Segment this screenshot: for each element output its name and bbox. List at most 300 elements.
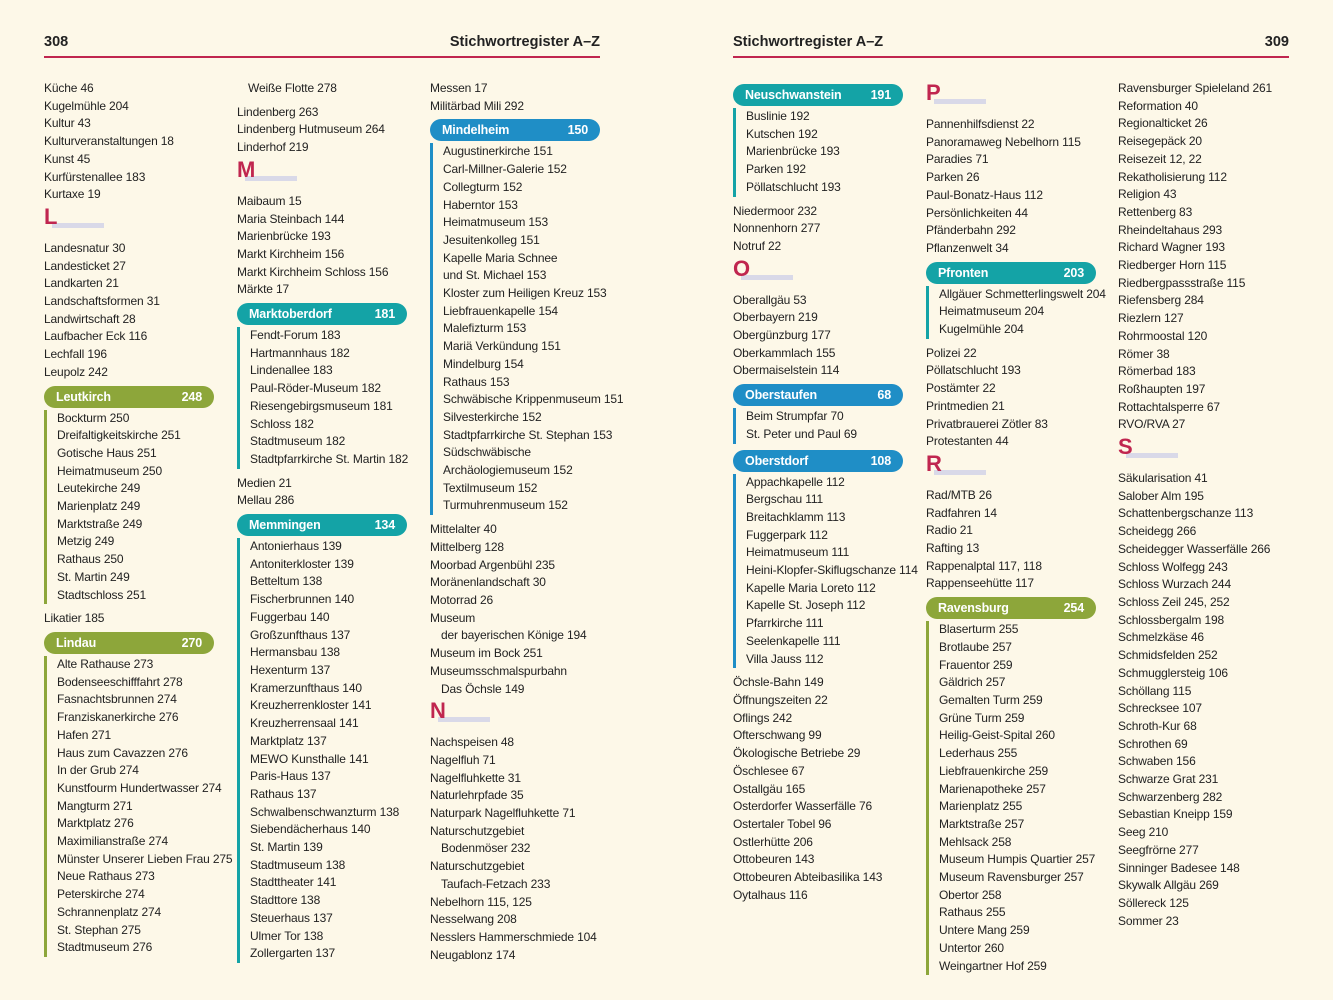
index-subentry: Stadtmuseum 138 <box>250 857 346 872</box>
index-entry: Rafting 13 <box>926 541 980 556</box>
index-subentry: Heilig-Geist-Spital 260 <box>939 728 1055 743</box>
index-subentry: Kreuzherrensaal 141 <box>250 716 359 731</box>
index-entry: Scheidegger Wasserfälle 266 <box>1118 541 1271 556</box>
index-subentry: Neue Rathaus 273 <box>57 869 155 884</box>
index-entry: Kurtaxe 19 <box>44 187 101 202</box>
place-box-items <box>430 143 624 515</box>
index-entry: Nesselwang 208 <box>430 912 517 927</box>
index-entry: Pöllatschlucht 193 <box>926 363 1021 378</box>
index-entry: Scheidegg 266 <box>1118 524 1197 539</box>
index-subentry: Lindenallee 183 <box>250 363 333 378</box>
index-entry: Riefensberg 284 <box>1118 293 1204 308</box>
index-entry: Laufbacher Eck 116 <box>44 329 148 344</box>
place-page-number: 270 <box>181 635 202 650</box>
index-subentry: Heimatmuseum 153 <box>443 215 548 230</box>
index-entry: Nesslers Hammerschmiede 104 <box>430 929 597 944</box>
index-entry: Pflanzenwelt 34 <box>926 240 1009 255</box>
place-page-number: 108 <box>870 453 891 468</box>
index-entry: Sommer 23 <box>1118 913 1179 928</box>
index-entry: Richard Wagner 193 <box>1118 240 1225 255</box>
index-entry: Kultur 43 <box>44 116 91 131</box>
index-subentry: Antonierhaus 139 <box>250 539 342 554</box>
index-subentry: Mangturm 271 <box>57 798 133 813</box>
index-entry: Oflings 242 <box>733 710 793 725</box>
index-entry: Mellau 286 <box>237 493 295 508</box>
letter-heading-o <box>733 255 903 292</box>
letter-heading-l <box>44 203 214 240</box>
index-subentry: Appachkapelle 112 <box>746 474 845 489</box>
index-subentry: Obertor 258 <box>939 887 1002 902</box>
index-subentry: Fendt-Forum 183 <box>250 328 341 343</box>
index-entry: Öffnungszeiten 22 <box>733 692 828 707</box>
index-entry: Salober Alm 195 <box>1118 488 1204 503</box>
index-entry: Landschaftsformen 31 <box>44 294 160 309</box>
index-entry: Ottobeuren 143 <box>733 852 815 867</box>
letter-heading-text: P <box>926 80 941 105</box>
index-subentry: Hexenturm 137 <box>250 662 331 677</box>
index-subentry: Zollergarten 137 <box>250 946 335 961</box>
index-entry: Ofterschwang 99 <box>733 728 822 743</box>
left-page-title: Stichwortregister A–Z <box>449 34 600 50</box>
index-subentry: und St. Michael 153 <box>443 268 547 283</box>
index-subentry: Marktstraße 249 <box>57 516 143 531</box>
index-entry: Rad/MTB 26 <box>926 487 992 502</box>
index-entry: Märkte 17 <box>237 282 290 297</box>
index-entry: Ottobeuren Abteibasilika 143 <box>733 870 883 885</box>
index-entry: Ostallgäu 165 <box>733 781 806 796</box>
index-entry: Oberkammlach 155 <box>733 345 836 360</box>
index-entry: Radfahren 14 <box>926 505 997 520</box>
index-entry: Paul-Bonatz-Haus 112 <box>926 187 1043 202</box>
place-name: Leutkirch <box>56 389 111 404</box>
index-subentry: Stadttore 138 <box>250 893 321 908</box>
place-box-items <box>733 408 903 443</box>
index-entry: Naturschutzgebiet <box>430 859 525 874</box>
index-subentry: Archäologiemuseum 152 <box>443 463 573 478</box>
place-name: Memmingen <box>249 518 321 533</box>
index-subentry: Südschwäbische <box>443 445 531 460</box>
index-subentry: Kloster zum Heiligen Kreuz 153 <box>443 286 607 301</box>
place-box-header <box>733 384 903 406</box>
index-subentry: In der Grub 274 <box>57 763 139 778</box>
index-entry: Parken 26 <box>926 170 980 185</box>
place-name: Oberstaufen <box>745 388 817 403</box>
index-subentry: Maximilianstraße 274 <box>57 834 169 849</box>
index-entry: Linderhof 219 <box>237 140 309 155</box>
index-subentry: Turmuhrenmuseum 152 <box>443 498 568 513</box>
index-subentry: Weingartner Hof 259 <box>939 958 1047 973</box>
place-box-header <box>237 514 407 536</box>
letter-heading-n <box>430 698 600 734</box>
right-page-header <box>733 34 1289 58</box>
index-subentry: Brotlaube 257 <box>939 639 1012 654</box>
index-subentry: Marienplatz 249 <box>57 499 141 514</box>
index-entry: Landesticket 27 <box>44 258 126 273</box>
index-subentry: Dreifaltigkeitskirche 251 <box>57 428 181 443</box>
index-entry: Weiße Flotte 278 <box>248 81 337 95</box>
index-subentry: Stadtschloss 251 <box>57 587 146 602</box>
index-subentry: Paul-Röder-Museum 182 <box>250 381 381 396</box>
index-entry: Reisezeit 12, 22 <box>1118 151 1202 166</box>
index-entry: Postämter 22 <box>926 381 996 396</box>
place-name: Pfronten <box>938 265 989 280</box>
index-entry: Rappenalptal 117, 118 <box>926 558 1042 573</box>
place-box-items <box>733 108 903 197</box>
index-subentry: Villa Jauss 112 <box>746 651 824 666</box>
index-entry: Ostertaler Tobel 96 <box>733 816 832 831</box>
index-subentry: Fasnachtsbrunnen 274 <box>57 692 177 707</box>
index-entry: Kunst 45 <box>44 151 91 166</box>
index-entry: Likatier 185 <box>44 611 105 626</box>
index-entry: Küche 46 <box>44 81 94 95</box>
index-subentry: Augustinerkirche 151 <box>443 144 553 159</box>
index-entry: Naturpark Nagelfluhkette 71 <box>430 806 576 821</box>
index-subentry: Kutschen 192 <box>746 126 818 141</box>
index-subentry: Siebendächerhaus 140 <box>250 822 371 837</box>
index-subentry: Malefizturm 153 <box>443 321 527 336</box>
index-entry: Naturlehrpfade 35 <box>430 788 524 803</box>
index-entry: Rottachtalsperre 67 <box>1118 399 1220 414</box>
index-subentry: Kapelle Maria Loreto 112 <box>746 580 876 595</box>
index-entry: Religion 43 <box>1118 187 1177 202</box>
place-box-oberstaufen <box>733 384 903 443</box>
index-entry: Schwarzenberg 282 <box>1118 789 1223 804</box>
index-subentry: St. Peter und Paul 69 <box>746 426 857 441</box>
index-subentry: Bockturm 250 <box>57 410 130 425</box>
index-subentry: Lederhaus 255 <box>939 746 1018 761</box>
index-entry: Moränenlandschaft 30 <box>430 575 546 590</box>
index-subentry: Heimatmuseum 111 <box>746 545 850 560</box>
index-entry: Rekatholisierung 112 <box>1118 169 1227 184</box>
index-subentry: Großzunfthaus 137 <box>250 627 351 642</box>
index-entry: Schloss Wurzach 244 <box>1118 577 1231 592</box>
place-box-header <box>926 597 1096 619</box>
index-entry: Obergünzburg 177 <box>733 328 831 343</box>
index-subentry: Schrannenplatz 274 <box>57 904 162 919</box>
index-entry: Öchsle-Bahn 149 <box>733 675 824 690</box>
index-entry: Markt Kirchheim 156 <box>237 246 345 261</box>
place-box-header <box>430 119 600 141</box>
index-entry: Sebastian Kneipp 159 <box>1118 807 1233 822</box>
right-page-number: 309 <box>1264 34 1289 50</box>
letter-heading-text: R <box>926 450 942 476</box>
index-entry: Persönlichkeiten 44 <box>926 205 1028 220</box>
index-entry: Mittelalter 40 <box>430 522 497 537</box>
index-subentry: Gotische Haus 251 <box>57 445 157 460</box>
place-box-oberstdorf <box>733 450 918 669</box>
index-subentry: Stadtmuseum 276 <box>57 940 153 955</box>
index-subentry: Allgäuer Schmetterlingswelt 204 <box>939 286 1106 301</box>
left-page-header <box>44 34 600 58</box>
index-entry: Museum <box>430 610 476 625</box>
index-entry: Leupolz 242 <box>44 364 108 379</box>
index-subentry: Seelenkapelle 111 <box>746 633 841 648</box>
index-entry: Riezlern 127 <box>1118 311 1184 326</box>
left-page-number: 308 <box>44 34 69 50</box>
index-subentry: Liebfrauenkirche 259 <box>939 763 1049 778</box>
index-subentry: Stadtpfarrkirche St. Stephan 153 <box>443 427 613 442</box>
index-entry: Roßhaupten 197 <box>1118 381 1206 396</box>
index-subentry: Antoniterkloster 139 <box>250 556 354 571</box>
letter-heading-text: N <box>430 698 446 724</box>
index-subentry: Liebfrauenkapelle 154 <box>443 303 558 318</box>
index-entry: Söllereck 125 <box>1118 895 1189 910</box>
place-page-number: 150 <box>567 123 588 138</box>
index-entry: Oberbayern 219 <box>733 310 818 325</box>
index-entry: Das Öchsle 149 <box>441 681 525 696</box>
index-subentry: Schwäbische Krippenmuseum 151 <box>443 392 624 407</box>
index-entry: Museumsschmalspurbahn <box>430 663 567 678</box>
place-page-number: 191 <box>870 88 891 102</box>
index-entry: Schmidsfelden 252 <box>1118 648 1218 663</box>
index-subentry: Kramerzunfthaus 140 <box>250 680 362 695</box>
index-entry: Öschlesee 67 <box>733 763 805 778</box>
place-box-mindelheim <box>430 119 624 515</box>
index-subentry: MEWO Kunsthalle 141 <box>250 751 369 766</box>
index-subentry: Parken 192 <box>746 162 806 177</box>
index-subentry: Fischerbrunnen 140 <box>250 592 355 607</box>
index-entry: Schöllang 115 <box>1118 683 1192 698</box>
index-entry: Medien 21 <box>237 475 292 490</box>
index-subentry: Alte Rathause 273 <box>57 656 154 671</box>
index-subentry: Mehlsack 258 <box>939 834 1012 849</box>
index-entry: Moorbad Argenbühl 235 <box>430 557 555 572</box>
index-entry: Regionalticket 26 <box>1118 116 1208 131</box>
place-page-number: 181 <box>374 307 395 322</box>
index-entry: Schmelzkäse 46 <box>1118 630 1204 645</box>
index-entry: Nebelhorn 115, 125 <box>430 894 532 909</box>
index-subentry: Fuggerbau 140 <box>250 609 330 624</box>
place-box-lindau <box>44 632 233 957</box>
index-subentry: Heimatmuseum 204 <box>939 304 1044 319</box>
index-subentry: Textilmuseum 152 <box>443 480 538 495</box>
index-entry: Schloss Wolfegg 243 <box>1118 559 1228 574</box>
index-subentry: Schwalbenschwanzturm 138 <box>250 804 400 819</box>
index-entry: Nagelfluh 71 <box>430 752 496 767</box>
index-subentry: Pöllatschlucht 193 <box>746 179 841 194</box>
letter-underline-bar <box>52 223 104 228</box>
index-entry: Kulturveranstaltungen 18 <box>44 134 174 149</box>
index-subentry: Peterskirche 274 <box>57 887 145 902</box>
index-entry: Ostlerhütte 206 <box>733 834 813 849</box>
index-entry: Nagelfluhkette 31 <box>430 770 521 785</box>
index-subentry: Franziskanerkirche 276 <box>57 710 179 725</box>
index-entry: Rheindeltahaus 293 <box>1118 222 1223 237</box>
letter-heading-text: M <box>237 156 256 182</box>
index-subentry: Mindelburg 154 <box>443 356 524 371</box>
index-subentry: St. Martin 139 <box>250 840 323 855</box>
index-subentry: Museum Humpis Quartier 257 <box>939 852 1096 867</box>
index-subentry: Riesengebirgsmuseum 181 <box>250 398 393 413</box>
index-entry: Polizei 22 <box>926 345 977 360</box>
index-subentry: Marienplatz 255 <box>939 799 1023 814</box>
place-box-ravensburg <box>926 597 1096 975</box>
index-subentry: Kugelmühle 204 <box>939 322 1024 337</box>
index-entry: Sinninger Badesee 148 <box>1118 860 1240 875</box>
index-subentry: Metzig 249 <box>57 534 115 549</box>
letter-heading-text: O <box>733 255 750 281</box>
right-page-title: Stichwortregister A–Z <box>733 34 884 50</box>
index-entry: RVO/RVA 27 <box>1118 417 1186 432</box>
index-column-2 <box>237 80 407 969</box>
index-subentry: Kapelle St. Joseph 112 <box>746 598 866 613</box>
letter-heading-p <box>926 80 1096 116</box>
index-entry: Paradies 71 <box>926 152 989 167</box>
index-entry: Printmedien 21 <box>926 398 1005 413</box>
index-subentry: Hermansbau 138 <box>250 645 340 660</box>
index-subentry: Untere Mang 259 <box>939 923 1030 938</box>
index-subentry: Gemalten Turm 259 <box>939 692 1043 707</box>
index-subentry: Stadttheater 141 <box>250 875 337 890</box>
place-box-items <box>237 327 407 469</box>
index-subentry: Kapelle Maria Schnee <box>443 250 558 265</box>
index-entry: Pannenhilfsdienst 22 <box>926 117 1035 131</box>
index-entry: Museum im Bock 251 <box>430 646 543 661</box>
place-name: Neuschwanstein <box>745 88 842 102</box>
index-entry: Marienbrücke 193 <box>237 229 331 244</box>
index-subentry: Museum Ravensburger 257 <box>939 870 1084 885</box>
letter-heading-text: S <box>1118 434 1133 460</box>
index-entry: Rappenseehütte 117 <box>926 576 1034 591</box>
index-entry: Kurfürstenallee 183 <box>44 169 146 184</box>
place-box-header <box>237 303 407 325</box>
place-box-items <box>733 474 918 669</box>
place-box-items <box>926 621 1096 975</box>
index-subentry: Heini-Klopfer-Skiflugschanze 114 <box>746 563 918 578</box>
index-entry: Schrecksee 107 <box>1118 701 1202 716</box>
index-entry: Schroth-Kur 68 <box>1118 718 1197 733</box>
index-subentry: Leutekirche 249 <box>57 481 141 496</box>
index-entry: Schwarze Grat 231 <box>1118 772 1219 787</box>
index-entry: Taufach-Fetzach 233 <box>441 876 551 891</box>
index-entry: Osterdorfer Wasserfälle 76 <box>733 799 873 814</box>
index-column-3 <box>430 80 624 964</box>
index-subentry: Rathaus 255 <box>939 905 1006 920</box>
place-name: Lindau <box>56 635 97 650</box>
letter-heading-m <box>237 156 407 193</box>
index-subentry: Pfarrkirche 111 <box>746 616 824 631</box>
index-column-5 <box>926 80 1106 981</box>
place-page-number: 254 <box>1063 601 1084 616</box>
index-entry: Privatbrauerei Zötler 83 <box>926 416 1048 431</box>
letter-underline-bar <box>1126 453 1178 458</box>
index-entry: Neugablonz 174 <box>430 947 516 962</box>
index-entry: Säkularisation 41 <box>1118 471 1208 486</box>
index-subentry: Fuggerpark 112 <box>746 527 828 542</box>
index-subentry: Grüne Turm 259 <box>939 710 1025 725</box>
place-box-marktoberdorf <box>237 303 407 469</box>
index-entry: Lindenberg Hutmuseum 264 <box>237 122 385 137</box>
index-entry: Riedbergpassstraße 115 <box>1118 275 1246 290</box>
index-entry: Obermaiselstein 114 <box>733 363 840 378</box>
index-subentry: Schloss 182 <box>250 416 314 431</box>
index-subentry: Marktstraße 257 <box>939 816 1025 831</box>
index-subentry: Marienapotheke 257 <box>939 781 1046 796</box>
index-entry: der bayerischen Könige 194 <box>441 628 587 643</box>
index-entry: Schattenbergschanze 113 <box>1118 506 1254 521</box>
index-entry: Kugelmühle 204 <box>44 98 129 113</box>
place-box-leutkirch <box>44 386 214 605</box>
letter-underline-bar <box>934 99 986 104</box>
index-entry: Schrothen 69 <box>1118 736 1188 751</box>
index-entry: Markt Kirchheim Schloss 156 <box>237 264 389 279</box>
index-entry: Reformation 40 <box>1118 98 1198 113</box>
place-box-header <box>44 386 214 408</box>
index-entry: Landesnatur 30 <box>44 240 126 255</box>
index-subentry: Beim Strumpfar 70 <box>746 409 844 424</box>
place-box-items <box>44 656 233 957</box>
index-subentry: St. Stephan 275 <box>57 922 141 937</box>
place-page-number: 68 <box>877 388 891 403</box>
index-subentry: Hafen 271 <box>57 727 112 742</box>
index-subentry: Ulmer Tor 138 <box>250 928 324 943</box>
index-subentry: Heimatmuseum 250 <box>57 463 162 478</box>
index-subentry: Haus zum Cavazzen 276 <box>57 745 188 760</box>
place-box-items <box>44 410 214 605</box>
index-subentry: Blaserturm 255 <box>939 622 1019 637</box>
index-subentry: Betteltum 138 <box>250 574 323 589</box>
place-box-header <box>926 262 1096 284</box>
index-entry: Nachspeisen 48 <box>430 735 514 750</box>
index-entry: Pfänderbahn 292 <box>926 223 1016 238</box>
index-subentry: Stadtpfarrkirche St. Martin 182 <box>250 451 409 466</box>
place-page-number: 134 <box>374 518 395 533</box>
index-subentry: Rathaus 137 <box>250 786 317 801</box>
index-subentry: Bergschau 111 <box>746 492 823 507</box>
index-subentry: Breitachklamm 113 <box>746 509 846 524</box>
index-subentry: Marktplatz 137 <box>250 733 327 748</box>
index-entry: Messen 17 <box>430 81 488 95</box>
index-subentry: Silvesterkirche 152 <box>443 409 542 424</box>
index-subentry: Bodenseeschifffahrt 278 <box>57 674 183 689</box>
place-box-header <box>44 632 214 654</box>
index-entry: Seegfrörne 277 <box>1118 842 1199 857</box>
index-entry: Riedberger Horn 115 <box>1118 258 1227 273</box>
place-name: Ravensburg <box>938 601 1009 616</box>
index-entry: Maibaum 15 <box>237 193 302 208</box>
letter-heading-s <box>1118 434 1288 470</box>
place-name: Oberstdorf <box>745 453 809 468</box>
index-entry: Niedermoor 232 <box>733 203 817 218</box>
index-entry: Bodenmöser 232 <box>441 841 531 856</box>
index-subentry: Buslinie 192 <box>746 109 810 123</box>
index-entry: Mittelberg 128 <box>430 539 504 554</box>
index-entry: Nonnenhorn 277 <box>733 221 821 236</box>
index-entry: Schloss Zeil 245, 252 <box>1118 594 1230 609</box>
place-box-items <box>926 286 1106 339</box>
index-subentry: Marienbrücke 193 <box>746 144 840 159</box>
index-entry: Schlossbergalm 198 <box>1118 612 1225 627</box>
index-entry: Radio 21 <box>926 523 973 538</box>
index-subentry: Kreuzherrenkloster 141 <box>250 698 372 713</box>
index-subentry: Mariä Verkündung 151 <box>443 339 561 354</box>
index-entry: Protestanten 44 <box>926 434 1009 449</box>
letter-heading-r <box>926 450 1096 487</box>
index-subentry: Hartmannhaus 182 <box>250 345 350 360</box>
index-entry: Naturschutzgebiet <box>430 823 525 838</box>
index-entry: Oberallgäu 53 <box>733 292 807 307</box>
index-subentry: Kunstfourm Hundertwasser 274 <box>57 780 222 795</box>
index-entry: Ökologische Betriebe 29 <box>733 746 861 761</box>
index-subentry: Collegturm 152 <box>443 179 523 194</box>
index-entry: Schwaben 156 <box>1118 754 1196 769</box>
index-entry: Reisegepäck 20 <box>1118 134 1202 149</box>
index-subentry: St. Martin 249 <box>57 569 130 584</box>
index-entry: Römer 38 <box>1118 346 1170 361</box>
index-entry: Landkarten 21 <box>44 276 119 291</box>
index-subentry: Münster Unserer Lieben Frau 275 <box>57 851 233 866</box>
index-subentry: Marktplatz 276 <box>57 816 134 831</box>
